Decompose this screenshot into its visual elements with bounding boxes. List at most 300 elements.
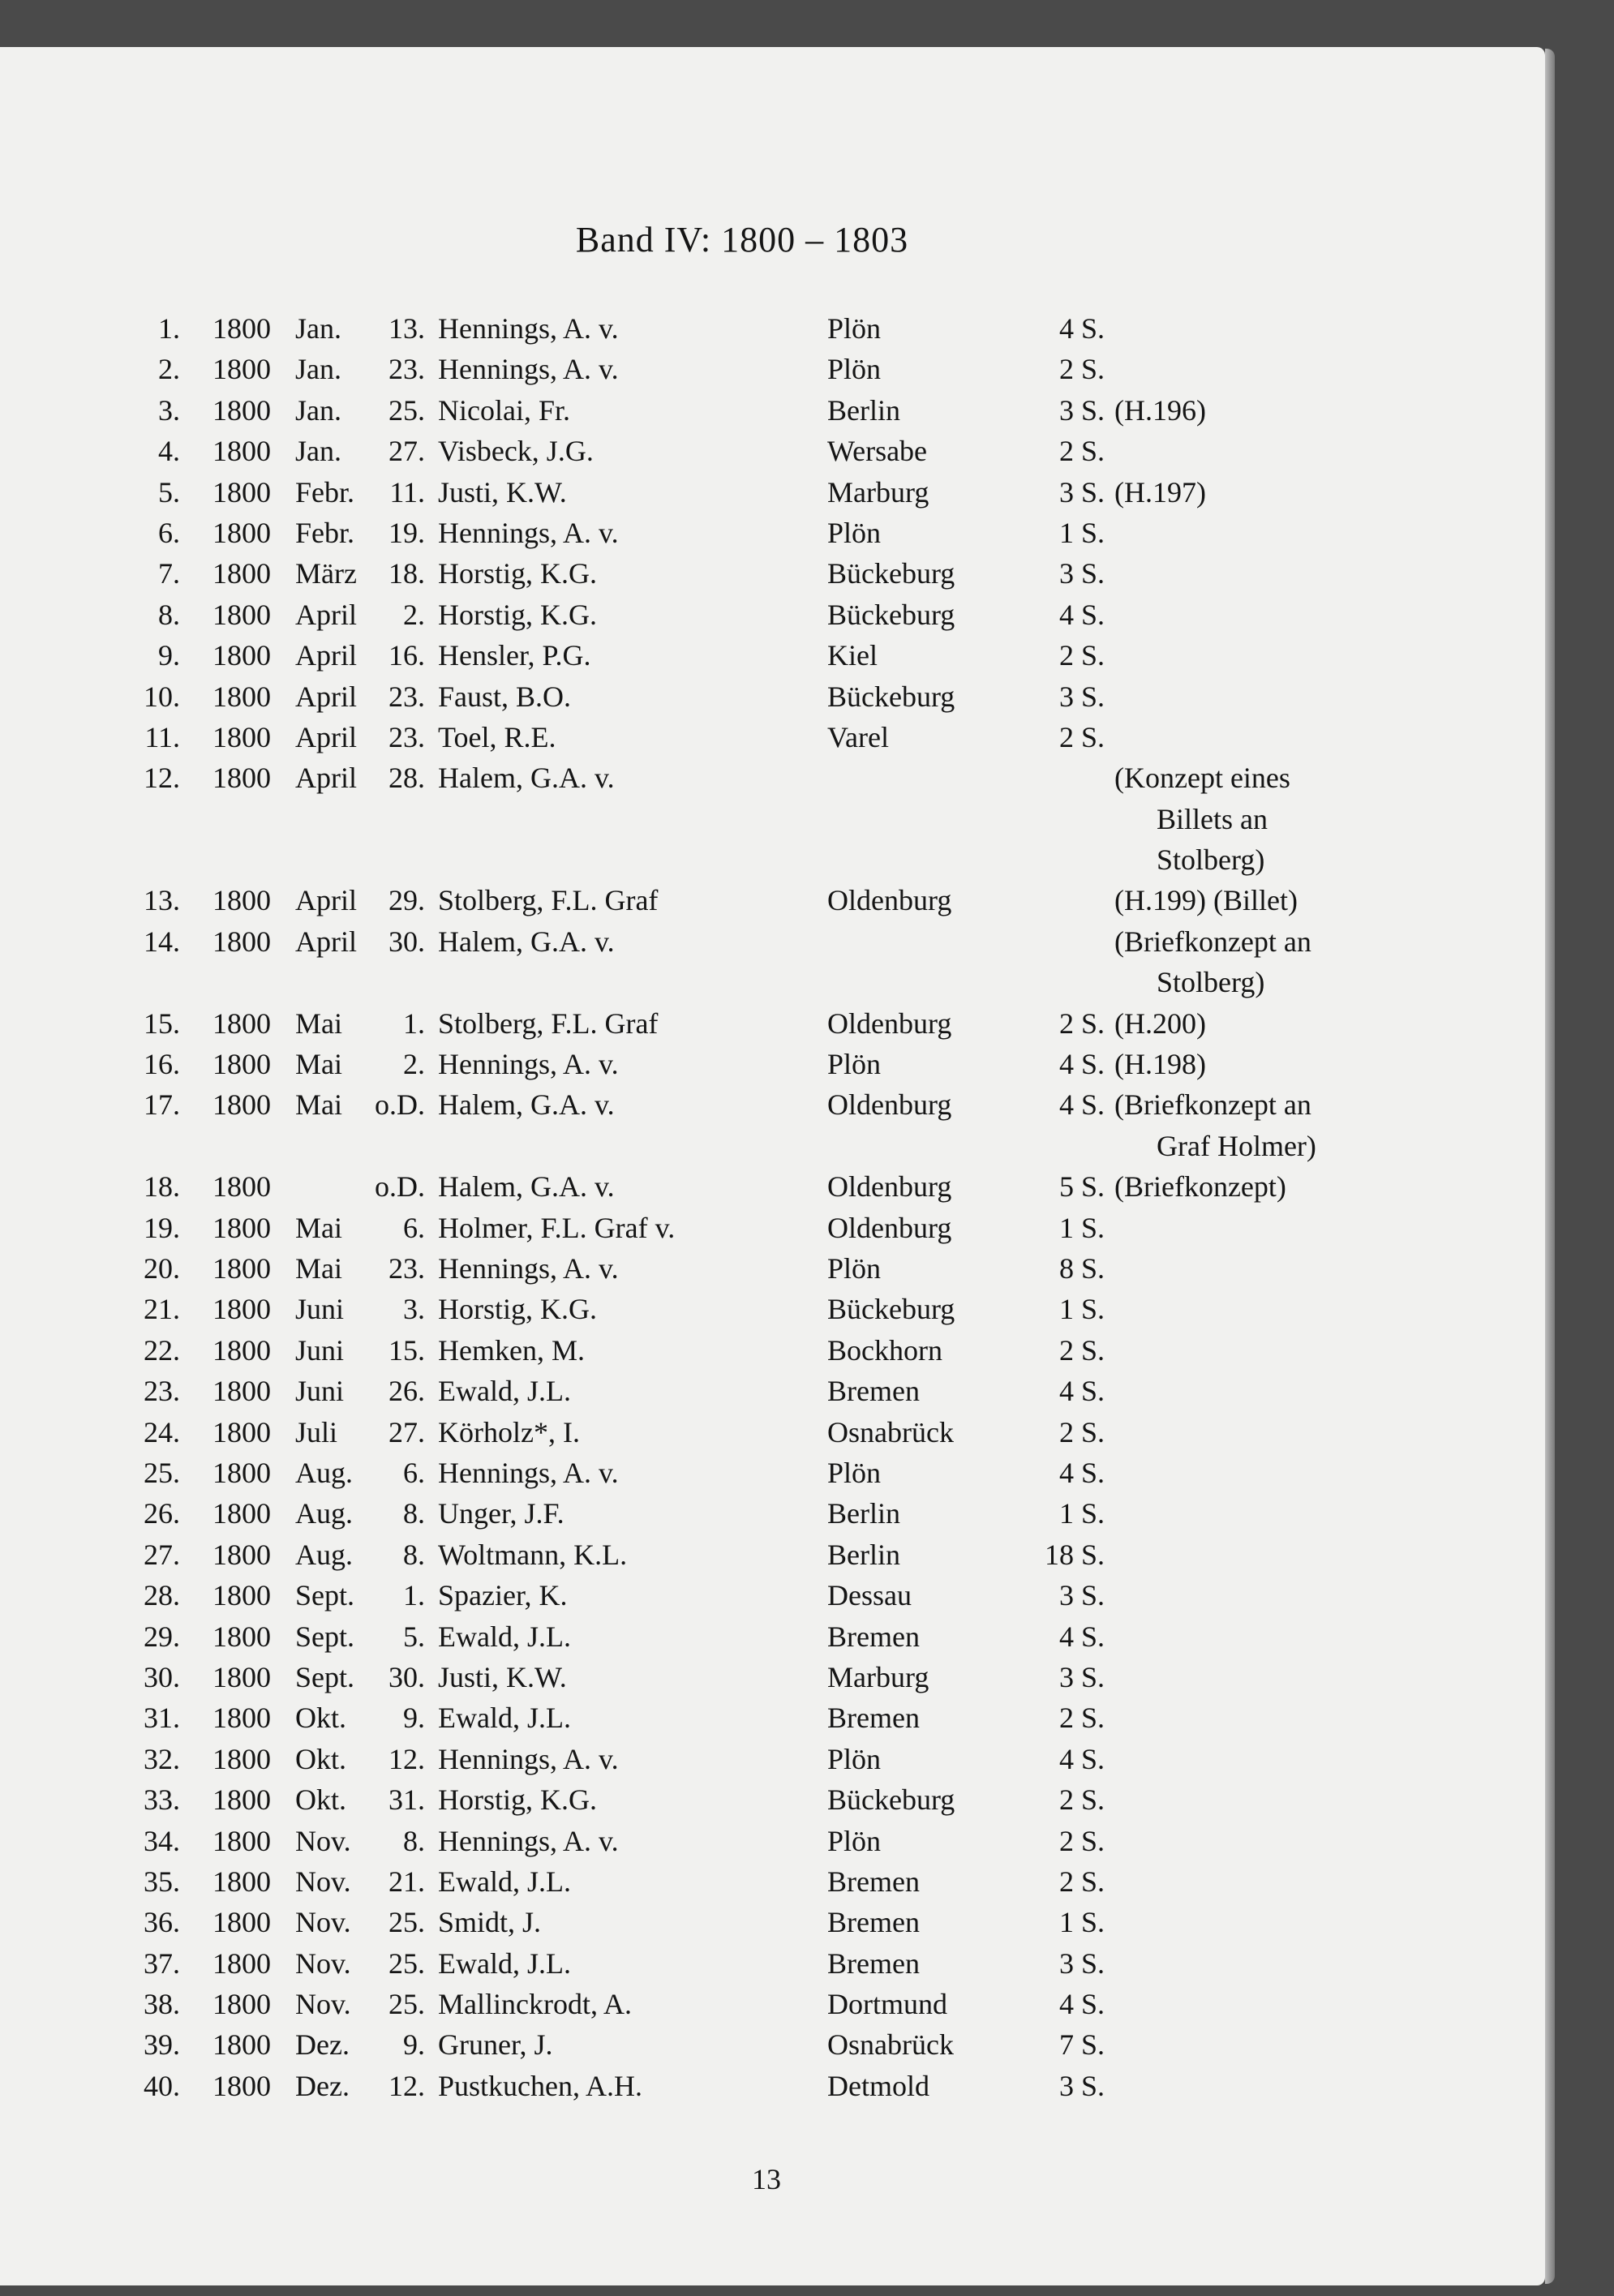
page-count: 2 S. <box>1058 435 1105 468</box>
entry-day: 23. <box>388 720 425 753</box>
entry-month: Mai <box>295 1252 342 1285</box>
correspondent-name: Hennings, A. v. <box>438 1048 619 1081</box>
entry-year: 1800 <box>212 925 271 958</box>
entry-day: o.D. <box>375 1088 425 1122</box>
correspondent-name: Hensler, P.G. <box>438 639 591 672</box>
entry-number: 7. <box>158 557 180 590</box>
page-count: 3 S. <box>1058 393 1105 427</box>
entry-month: Mai <box>295 1048 342 1081</box>
page-count: 3 S. <box>1058 680 1105 713</box>
table-row <box>0 1208 1545 1248</box>
entry-day: 3. <box>403 1293 425 1326</box>
entry-day: 1. <box>403 1006 425 1040</box>
table-row <box>0 553 1545 594</box>
entry-note <box>1114 1084 1316 1166</box>
entry-day: 12. <box>388 2069 425 2102</box>
page-count: 2 S. <box>1058 1783 1105 1817</box>
place-name: Bockhorn <box>827 1333 942 1367</box>
entry-day: 25. <box>388 393 425 427</box>
page-count: 1 S. <box>1058 1293 1105 1326</box>
entry-note-line: (H.197) <box>1114 475 1206 509</box>
table-row <box>0 1657 1545 1697</box>
entry-day: 8. <box>403 1538 425 1571</box>
place-name: Plön <box>827 1824 882 1857</box>
entry-number: 1. <box>158 312 180 345</box>
place-name: Bremen <box>827 1702 920 1735</box>
table-row <box>0 880 1545 921</box>
entry-month: Sept. <box>295 1579 355 1612</box>
page-count: 8 S. <box>1058 1252 1105 1285</box>
table-row <box>0 1412 1545 1453</box>
place-name: Detmold <box>827 2069 929 2102</box>
entry-note <box>1114 1044 1206 1084</box>
place-name: Dortmund <box>827 1988 947 2021</box>
correspondent-name: Gruner, J. <box>438 2028 553 2062</box>
correspondent-name: Smidt, J. <box>438 1906 542 1939</box>
entry-year: 1800 <box>212 1783 271 1817</box>
entry-month: Okt. <box>295 1742 346 1775</box>
entry-year: 1800 <box>212 1497 271 1530</box>
entry-month: Febr. <box>295 475 355 509</box>
entry-number: 9. <box>158 639 180 672</box>
entry-number: 23. <box>144 1375 180 1408</box>
table-row <box>0 2066 1545 2106</box>
entry-day: 25. <box>388 1946 425 1980</box>
table-row <box>0 1330 1545 1371</box>
entry-day: 15. <box>388 1333 425 1367</box>
page-count: 4 S. <box>1058 1375 1105 1408</box>
correspondent-name: Hennings, A. v. <box>438 516 619 549</box>
place-name: Osnabrück <box>827 1415 954 1448</box>
entry-year: 1800 <box>212 1333 271 1367</box>
entry-year: 1800 <box>212 353 271 386</box>
entry-month: Jan. <box>295 353 341 386</box>
table-row <box>0 1697 1545 1738</box>
entry-note <box>1114 880 1298 921</box>
entry-day: 2. <box>403 598 425 631</box>
entry-number: 26. <box>144 1497 180 1530</box>
correspondent-name: Halem, G.A. v. <box>438 762 615 795</box>
entry-year: 1800 <box>212 884 271 917</box>
entry-year: 1800 <box>212 1415 271 1448</box>
correspondent-name: Unger, J.F. <box>438 1497 564 1530</box>
place-name: Oldenburg <box>827 1211 952 1244</box>
page-count: 2 S. <box>1058 353 1105 386</box>
table-row <box>0 717 1545 757</box>
entry-month: April <box>295 598 357 631</box>
entry-month: Jan. <box>295 393 341 427</box>
place-name: Bückeburg <box>827 598 955 631</box>
table-row <box>0 594 1545 635</box>
correspondent-name: Halem, G.A. v. <box>438 925 615 958</box>
place-name: Plön <box>827 312 882 345</box>
entry-number: 12. <box>144 762 180 795</box>
entry-year: 1800 <box>212 516 271 549</box>
entry-day: 18. <box>388 557 425 590</box>
entry-note-line: (H.198) <box>1114 1048 1206 1081</box>
entry-day: 26. <box>388 1375 425 1408</box>
entry-number: 24. <box>144 1415 180 1448</box>
table-row <box>0 308 1545 349</box>
entry-number: 34. <box>144 1824 180 1857</box>
entry-day: o.D. <box>375 1170 425 1204</box>
entry-note <box>1114 1166 1286 1207</box>
correspondent-name: Visbeck, J.G. <box>438 435 594 468</box>
entry-year: 1800 <box>212 1988 271 2021</box>
correspondent-name: Faust, B.O. <box>438 680 572 713</box>
entry-month: Mai <box>295 1211 342 1244</box>
table-row <box>0 1371 1545 1411</box>
place-name: Bremen <box>827 1946 920 1980</box>
page-count: 7 S. <box>1058 2028 1105 2062</box>
place-name: Oldenburg <box>827 1088 952 1122</box>
place-name: Plön <box>827 1456 882 1489</box>
entry-month: Okt. <box>295 1783 346 1817</box>
entry-number: 25. <box>144 1456 180 1489</box>
page-count: 2 S. <box>1058 1006 1105 1040</box>
entry-year: 1800 <box>212 312 271 345</box>
entry-number: 38. <box>144 1988 180 2021</box>
page-count: 3 S. <box>1058 2069 1105 2102</box>
entry-year: 1800 <box>212 1170 271 1204</box>
page-count: 4 S. <box>1058 1088 1105 1122</box>
correspondent-name: Spazier, K. <box>438 1579 568 1612</box>
entry-month: April <box>295 680 357 713</box>
entry-day: 23. <box>388 680 425 713</box>
page-count: 3 S. <box>1058 557 1105 590</box>
page-count: 18 S. <box>1044 1538 1105 1571</box>
page-edge <box>1545 49 1555 2284</box>
entry-month: Febr. <box>295 516 355 549</box>
correspondent-name: Hennings, A. v. <box>438 1824 619 1857</box>
entry-note-line: (Konzept eines <box>1114 762 1290 795</box>
entry-note-line: Graf Holmer) <box>1157 1129 1316 1162</box>
entry-day: 28. <box>388 762 425 795</box>
entry-month: Dez. <box>295 2028 350 2062</box>
correspondent-name: Hennings, A. v. <box>438 1456 619 1489</box>
letter-list <box>0 308 1545 2106</box>
entry-year: 1800 <box>212 639 271 672</box>
correspondent-name: Halem, G.A. v. <box>438 1170 615 1204</box>
place-name: Bückeburg <box>827 557 955 590</box>
place-name: Plön <box>827 353 882 386</box>
entry-year: 1800 <box>212 1006 271 1040</box>
entry-month: Juni <box>295 1375 345 1408</box>
place-name: Bremen <box>827 1865 920 1898</box>
entry-note <box>1114 472 1206 513</box>
entry-month: Okt. <box>295 1702 346 1735</box>
entry-note <box>1114 390 1206 431</box>
entry-day: 25. <box>388 1988 425 2021</box>
entry-month: Aug. <box>295 1456 353 1489</box>
entry-year: 1800 <box>212 1742 271 1775</box>
table-row <box>0 1739 1545 1779</box>
correspondent-name: Horstig, K.G. <box>438 1783 597 1817</box>
page-count: 1 S. <box>1058 1906 1105 1939</box>
entry-number: 32. <box>144 1742 180 1775</box>
place-name: Marburg <box>827 1660 929 1693</box>
entry-number: 16. <box>144 1048 180 1081</box>
entry-year: 1800 <box>212 598 271 631</box>
entry-year: 1800 <box>212 1456 271 1489</box>
entry-note-line: (H.199) (Billet) <box>1114 884 1298 917</box>
entry-day: 30. <box>388 925 425 958</box>
entry-month: Nov. <box>295 1988 351 2021</box>
place-name: Oldenburg <box>827 1006 952 1040</box>
entry-number: 19. <box>144 1211 180 1244</box>
entry-day: 6. <box>403 1456 425 1489</box>
entry-year: 1800 <box>212 1660 271 1693</box>
entry-day: 8. <box>403 1824 425 1857</box>
entry-day: 9. <box>403 2028 425 2062</box>
entry-month: Nov. <box>295 1865 351 1898</box>
table-row <box>0 921 1545 1003</box>
page-number: 13 <box>752 2163 781 2195</box>
page-count: 2 S. <box>1058 1702 1105 1735</box>
place-name: Dessau <box>827 1579 912 1612</box>
entry-number: 29. <box>144 1620 180 1653</box>
entry-day: 2. <box>403 1048 425 1081</box>
entry-year: 1800 <box>212 762 271 795</box>
table-row <box>0 1821 1545 1861</box>
entry-number: 40. <box>144 2069 180 2102</box>
correspondent-name: Hennings, A. v. <box>438 312 619 345</box>
entry-month: April <box>295 720 357 753</box>
entry-note-line: (H.200) <box>1114 1006 1206 1040</box>
entry-number: 15. <box>144 1006 180 1040</box>
table-row <box>0 1493 1545 1534</box>
entry-year: 1800 <box>212 2069 271 2102</box>
entry-month: April <box>295 925 357 958</box>
entry-month: Jan. <box>295 312 341 345</box>
entry-month: Jan. <box>295 435 341 468</box>
correspondent-name: Hennings, A. v. <box>438 1742 619 1775</box>
correspondent-name: Hemken, M. <box>438 1333 585 1367</box>
correspondent-name: Justi, K.W. <box>438 1660 567 1693</box>
entry-month: Mai <box>295 1006 342 1040</box>
page-count: 4 S. <box>1058 1048 1105 1081</box>
place-name: Plön <box>827 1252 882 1285</box>
entry-year: 1800 <box>212 1375 271 1408</box>
entry-note-line: Billets an <box>1157 802 1268 835</box>
entry-note <box>1114 757 1290 880</box>
page-count: 4 S. <box>1058 1742 1105 1775</box>
place-name: Plön <box>827 1742 882 1775</box>
entry-year: 1800 <box>212 1211 271 1244</box>
place-name: Wersabe <box>827 435 928 468</box>
entry-number: 36. <box>144 1906 180 1939</box>
entry-year: 1800 <box>212 1865 271 1898</box>
correspondent-name: Hennings, A. v. <box>438 353 619 386</box>
entry-year: 1800 <box>212 1252 271 1285</box>
entry-day: 11. <box>389 475 425 509</box>
entry-day: 30. <box>388 1660 425 1693</box>
page-count: 3 S. <box>1058 1579 1105 1612</box>
place-name: Bremen <box>827 1375 920 1408</box>
correspondent-name: Horstig, K.G. <box>438 598 597 631</box>
entry-note-line: Stolberg) <box>1157 843 1265 877</box>
correspondent-name: Horstig, K.G. <box>438 1293 597 1326</box>
correspondent-name: Ewald, J.L. <box>438 1702 571 1735</box>
entry-number: 2. <box>158 353 180 386</box>
place-name: Bückeburg <box>827 680 955 713</box>
correspondent-name: Justi, K.W. <box>438 475 567 509</box>
entry-number: 28. <box>144 1579 180 1612</box>
table-row <box>0 635 1545 676</box>
entry-day: 8. <box>403 1497 425 1530</box>
entry-year: 1800 <box>212 2028 271 2062</box>
table-row <box>0 1453 1545 1493</box>
table-row <box>0 390 1545 431</box>
entry-year: 1800 <box>212 1579 271 1612</box>
page-count: 4 S. <box>1058 598 1105 631</box>
entry-month: Juni <box>295 1333 345 1367</box>
place-name: Bückeburg <box>827 1783 955 1817</box>
table-row <box>0 472 1545 513</box>
table-row <box>0 1861 1545 1902</box>
entry-year: 1800 <box>212 557 271 590</box>
table-row <box>0 757 1545 880</box>
entry-number: 14. <box>144 925 180 958</box>
entry-note-line: Stolberg) <box>1157 966 1265 999</box>
entry-number: 8. <box>158 598 180 631</box>
entry-day: 31. <box>388 1783 425 1817</box>
entry-number: 4. <box>158 435 180 468</box>
entry-day: 27. <box>388 1415 425 1448</box>
entry-day: 5. <box>403 1620 425 1653</box>
entry-month: Dez. <box>295 2069 350 2102</box>
place-name: Oldenburg <box>827 1170 952 1204</box>
entry-number: 22. <box>144 1333 180 1367</box>
table-row <box>0 431 1545 471</box>
entry-day: 6. <box>403 1211 425 1244</box>
entry-year: 1800 <box>212 720 271 753</box>
entry-year: 1800 <box>212 1824 271 1857</box>
entry-year: 1800 <box>212 475 271 509</box>
entry-number: 5. <box>158 475 180 509</box>
entry-note-line: (Briefkonzept an <box>1114 925 1311 958</box>
correspondent-name: Mallinckrodt, A. <box>438 1988 632 2021</box>
table-row <box>0 349 1545 389</box>
place-name: Berlin <box>827 393 900 427</box>
entry-number: 17. <box>144 1088 180 1122</box>
entry-month: April <box>295 884 357 917</box>
table-row <box>0 1003 1545 1044</box>
entry-month: Sept. <box>295 1620 355 1653</box>
page-count: 2 S. <box>1058 1333 1105 1367</box>
correspondent-name: Pustkuchen, A.H. <box>438 2069 642 2102</box>
correspondent-name: Ewald, J.L. <box>438 1375 571 1408</box>
place-name: Plön <box>827 516 882 549</box>
correspondent-name: Ewald, J.L. <box>438 1946 571 1980</box>
table-row <box>0 1779 1545 1820</box>
entry-number: 10. <box>144 680 180 713</box>
entry-number: 6. <box>158 516 180 549</box>
entry-month: Juni <box>295 1293 345 1326</box>
table-row <box>0 1902 1545 1942</box>
entry-number: 30. <box>144 1660 180 1693</box>
entry-year: 1800 <box>212 1702 271 1735</box>
entry-note-line: (H.196) <box>1114 393 1206 427</box>
entry-number: 3. <box>158 393 180 427</box>
table-row <box>0 676 1545 717</box>
page-count: 4 S. <box>1058 1988 1105 2021</box>
page-count: 3 S. <box>1058 475 1105 509</box>
table-row <box>0 1616 1545 1657</box>
entry-number: 20. <box>144 1252 180 1285</box>
correspondent-name: Ewald, J.L. <box>438 1620 571 1653</box>
entry-year: 1800 <box>212 1538 271 1571</box>
correspondent-name: Horstig, K.G. <box>438 557 597 590</box>
entry-year: 1800 <box>212 1946 271 1980</box>
entry-number: 21. <box>144 1293 180 1326</box>
entry-month: Aug. <box>295 1538 353 1571</box>
correspondent-name: Stolberg, F.L. Graf <box>438 1006 659 1040</box>
entry-month: Nov. <box>295 1946 351 1980</box>
entry-day: 13. <box>388 312 425 345</box>
table-row <box>0 1984 1545 2024</box>
page-count: 1 S. <box>1058 1211 1105 1244</box>
entry-day: 16. <box>388 639 425 672</box>
place-name: Varel <box>827 720 889 753</box>
table-row <box>0 1943 1545 1984</box>
page-count: 2 S. <box>1058 1824 1105 1857</box>
correspondent-name: Hennings, A. v. <box>438 1252 619 1285</box>
correspondent-name: Halem, G.A. v. <box>438 1088 615 1122</box>
entry-year: 1800 <box>212 1048 271 1081</box>
entry-month: April <box>295 639 357 672</box>
page-count: 4 S. <box>1058 1456 1105 1489</box>
page-count: 1 S. <box>1058 516 1105 549</box>
table-row <box>0 1044 1545 1084</box>
entry-year: 1800 <box>212 393 271 427</box>
entry-day: 21. <box>388 1865 425 1898</box>
entry-month: Sept. <box>295 1660 355 1693</box>
page-count: 3 S. <box>1058 1946 1105 1980</box>
entry-year: 1800 <box>212 1620 271 1653</box>
table-row <box>0 1248 1545 1289</box>
place-name: Bremen <box>827 1620 920 1653</box>
entry-month: Nov. <box>295 1906 351 1939</box>
entry-year: 1800 <box>212 1088 271 1122</box>
entry-day: 23. <box>388 353 425 386</box>
entry-month: Nov. <box>295 1824 351 1857</box>
entry-month: Juli <box>295 1415 338 1448</box>
entry-note-line: (Briefkonzept) <box>1114 1170 1286 1204</box>
entry-day: 25. <box>388 1906 425 1939</box>
place-name: Berlin <box>827 1538 900 1571</box>
entry-number: 13. <box>144 884 180 917</box>
entry-day: 23. <box>388 1252 425 1285</box>
entry-number: 11. <box>144 720 180 753</box>
entry-day: 9. <box>403 1702 425 1735</box>
entry-year: 1800 <box>212 1906 271 1939</box>
page-count: 2 S. <box>1058 1415 1105 1448</box>
correspondent-name: Ewald, J.L. <box>438 1865 571 1898</box>
entry-year: 1800 <box>212 435 271 468</box>
entry-year: 1800 <box>212 680 271 713</box>
page-count: 3 S. <box>1058 1660 1105 1693</box>
entry-month: April <box>295 762 357 795</box>
entry-day: 12. <box>388 1742 425 1775</box>
page-count: 2 S. <box>1058 1865 1105 1898</box>
table-row <box>0 1575 1545 1616</box>
entry-number: 37. <box>144 1946 180 1980</box>
correspondent-name: Holmer, F.L. Graf v. <box>438 1211 676 1244</box>
page-count: 5 S. <box>1058 1170 1105 1204</box>
place-name: Kiel <box>827 639 878 672</box>
entry-number: 27. <box>144 1538 180 1571</box>
